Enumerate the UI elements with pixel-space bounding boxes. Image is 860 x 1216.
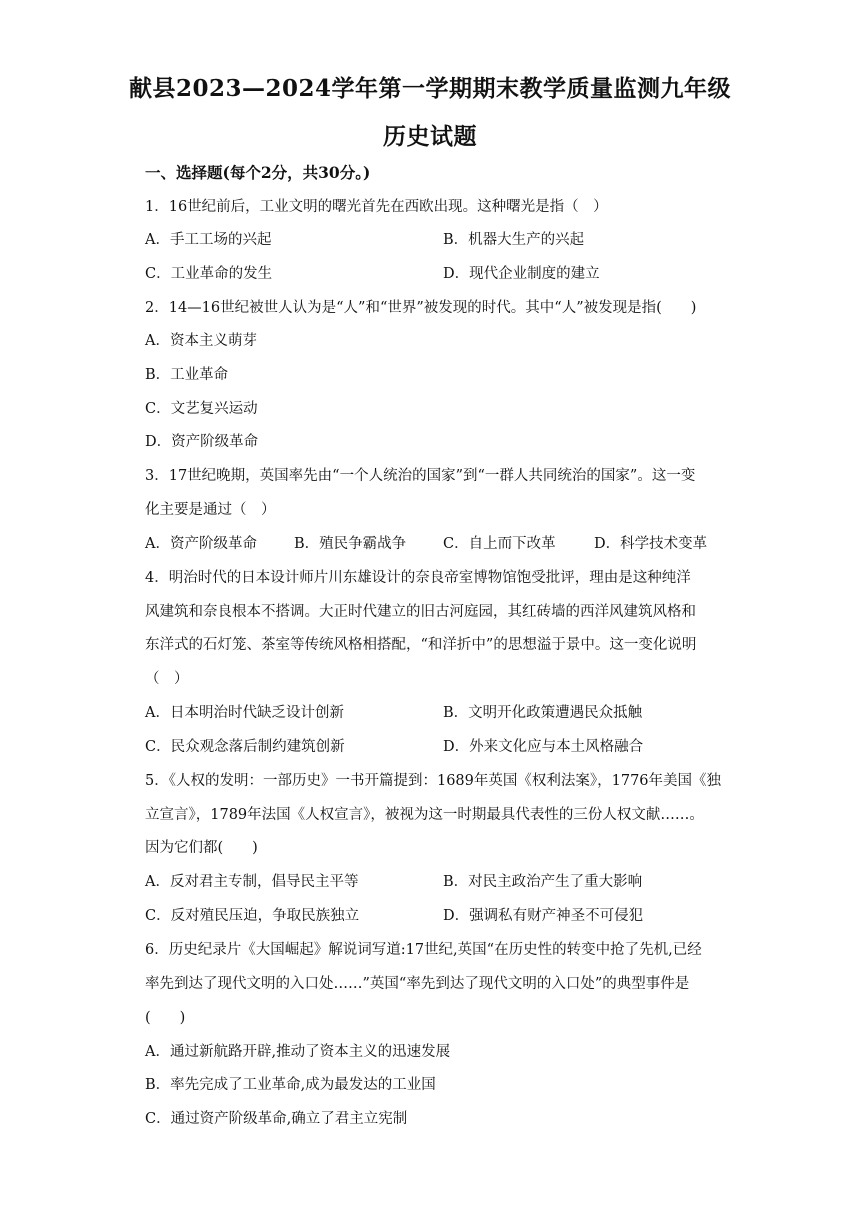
exam-subtitle: 历史试题 [383,123,477,150]
question-5-option-d: D．强调私有财产神圣不可侵犯 [443,908,644,924]
question-3-option-b: B．殖民争霸战争 [294,536,407,552]
question-3-stem-line-1: 3．17世纪晚期，英国率先由“一个人统治的国家”到“一群人共同统治的国家”。这一变 [145,468,696,484]
question-2-option-a: A．资本主义萌芽 [145,333,257,349]
question-4-stem-line-4: （ ） [145,671,189,687]
question-5-option-a: A．反对君主专制，倡导民主平等 [145,874,359,890]
question-4-option-b: B．文明开化政策遭遇民众抵触 [443,705,643,721]
question-4-stem-line-3: 东洋式的石灯笼、茶室等传统风格相搭配，“和洋折中”的思想溢于景中。这一变化说明 [145,637,697,653]
question-1-stem: 1．16世纪前后，工业文明的曙光首先在西欧出现。这种曙光是指（ ） [145,199,608,215]
question-1-option-c: C．工业革命的发生 [145,266,273,282]
question-6-option-a: A．通过新航路开辟,推动了资本主义的迅速发展 [145,1044,451,1060]
question-2-option-d: D．资产阶级革命 [145,434,259,450]
question-4-option-a: A．日本明治时代缺乏设计创新 [145,705,344,721]
question-4-option-d: D．外来文化应与本土风格融合 [443,739,644,755]
question-4-stem-line-2: 风建筑和奈良根本不搭调。大正时代建立的旧古河庭园，其红砖墙的西洋风建筑风格和 [145,604,696,620]
question-3-stem-line-2: 化主要是通过（ ） [145,502,276,518]
question-1-option-a: A．手工工场的兴起 [145,232,272,248]
question-5-option-c: C．反对殖民压迫，争取民族独立 [145,908,360,924]
question-5-stem-line-2: 立宣言》，1789年法国《人权宣言》，被视为这一时期最具代表性的三份人权文献……。 [145,807,704,823]
question-5-stem-line-1: 5．《人权的发明：一部历史》一书开篇提到：1689年英国《权利法案》，1776年美国《独 [145,773,722,789]
question-1-option-b: B．机器大生产的兴起 [443,232,585,248]
question-3-option-a: A．资产阶级革命 [145,536,257,552]
question-2-stem: 2．14—16世纪被世人认为是“人”和“世界”被发现的时代。其中“人”被发现是指( ) [145,300,697,316]
question-6-stem-line-2: 率先到达了现代文明的入口处……”英国“率先到达了现代文明的入口处”的典型事件是 [145,976,690,992]
question-3-option-c: C．自上而下改革 [443,536,556,552]
question-1-option-d: D．现代企业制度的建立 [443,266,600,282]
question-5-option-b: B．对民主政治产生了重大影响 [443,874,643,890]
question-6-stem-line-3: ( ) [145,1010,186,1026]
question-2-option-c: C．文艺复兴运动 [145,401,258,417]
question-6-stem-line-1: 6．历史纪录片《大国崛起》解说词写道:17世纪,英国“在历史性的转变中抢了先机,已经 [145,942,702,958]
question-5-stem-line-3: 因为它们都( ) [145,840,258,856]
question-3-option-d: D．科学技术变革 [594,536,708,552]
section-heading: 一、选择题(每个2分，共30分。) [145,163,371,182]
question-2-option-b: B．工业革命 [145,367,229,383]
question-4-stem-line-1: 4．明治时代的日本设计师片川东雄设计的奈良帝室博物馆饱受批评，理由是这种纯洋 [145,570,691,586]
question-6-option-c: C．通过资产阶级革命,确立了君主立宪制 [145,1111,408,1127]
question-4-option-c: C．民众观念落后制约建筑创新 [145,739,345,755]
exam-title: 献县2023—2024学年第一学期期末教学质量监测九年级 [128,75,732,102]
question-6-option-b: B．率先完成了工业革命,成为最发达的工业国 [145,1077,436,1093]
